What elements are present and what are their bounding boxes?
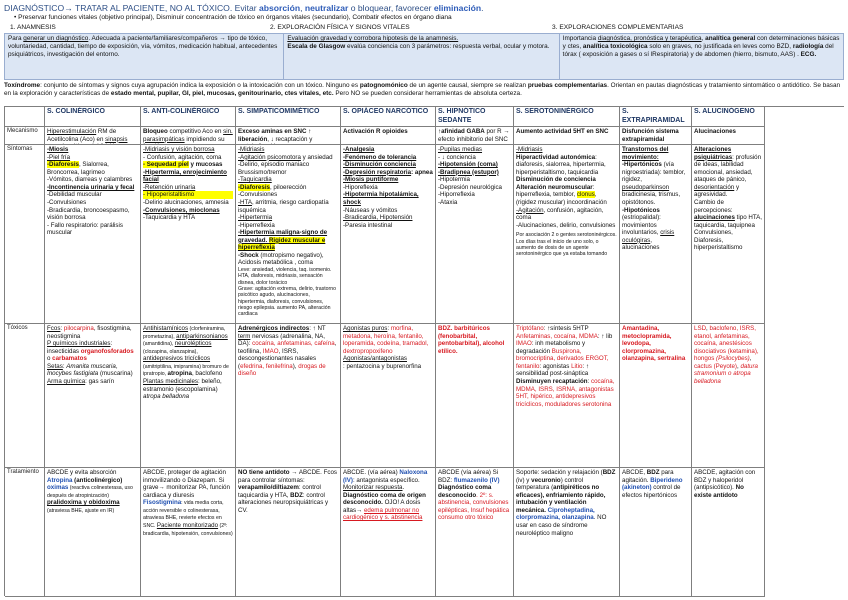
text-fragment: pruebas complementarias <box>527 82 608 89</box>
text-fragment: carbamatos <box>52 355 87 363</box>
text-fragment: clonus <box>576 191 595 199</box>
text-fragment: , confusión, agitación, coma <box>516 206 604 222</box>
text-fragment: cocaína, MDMA, ISRS, ISRNA, antagonistas 5HT, hipérico, antidepresivos tricíclicos, moduladores serotonina <box>516 377 615 408</box>
text-fragment: nerviosas (adrenalina, NA, DA): <box>238 332 326 348</box>
text-fragment: Por asociación 2 o gentes serotoninérgicos. Los días tras el inicio de uno solo, o aumento de dosis de un agente serotoninérgico que ya estaba tomando <box>516 232 617 258</box>
text-fragment: , fisostigmina, neostigmina <box>47 325 132 340</box>
text-fragment: Pero NO se pueden considerar herramientas de absoluta certeza. <box>333 90 522 98</box>
text-fragment: -Hipertermia <box>238 214 273 222</box>
trat-anticolinergico <box>141 468 236 597</box>
text-fragment: patognomónico <box>359 82 408 89</box>
text-fragment: atropina <box>167 370 192 378</box>
text-fragment: -Incontinencia urinaria y fecal <box>47 183 135 191</box>
text-fragment: diagnóstica, pronóstica y terapéutica <box>597 35 702 42</box>
text-fragment: control de efectos hipertónicos <box>622 484 681 499</box>
text-fragment: -Debilidad muscular <box>47 191 102 199</box>
mec-hipnotico <box>436 127 514 145</box>
text-fragment: edema pulmonar no cardiogénico y s. abstinencia <box>343 506 423 522</box>
text-fragment: - Sequedad piel <box>143 161 189 169</box>
text-fragment: Buspirona, bromocriptina, derivados ERGOT, fentanilo <box>516 347 609 370</box>
text-fragment: (clozapina, olanzapina), <box>143 348 198 355</box>
text-fragment: ABCDE (vía aérea) Si BDZ: <box>438 469 499 484</box>
text-fragment: -Bradipnea (estupor) <box>438 168 499 176</box>
text-fragment: -Midriasis y visión borrosa <box>143 146 215 153</box>
text-fragment: : ↑ sensibilidad post-sináptica <box>516 362 589 378</box>
text-fragment: -Convulsiones, mioclonas <box>143 206 220 214</box>
text-fragment: -Hipotónicos <box>622 206 660 214</box>
text-fragment: -Pupilas medias <box>438 146 483 153</box>
text-fragment: IMAO <box>516 340 532 348</box>
step-anamnesis: 1. ANAMNESIS <box>10 24 56 31</box>
text-fragment: , ISRS, descongestionantes nasales ( <box>238 347 317 370</box>
text-fragment: : ↑ lib <box>597 332 613 340</box>
intro-complementarias <box>560 34 843 79</box>
text-fragment: Hiperactividad autonómica <box>516 153 596 161</box>
text-fragment: verapamilo/diltiazem <box>238 484 299 492</box>
header-serotoninergico: S. SEROTONINÉRGICO <box>514 107 620 127</box>
text-fragment: BDZ <box>602 469 616 476</box>
header-anticolinergico: S. ANTI-COLINÉRGICO <box>141 107 236 127</box>
text-fragment: ) control temperatura ( <box>516 476 584 492</box>
title-neutralizar: neutralizar <box>304 3 349 13</box>
text-fragment: Ciproheptadina, clorpromazina, olanzapina <box>516 506 595 522</box>
text-fragment: Alteración neuromuscular <box>516 183 593 191</box>
text-fragment: Importancia <box>562 35 598 42</box>
text-fragment: , ↓ recaptación y <box>267 135 313 143</box>
text-fragment: Toxíndrome <box>4 82 41 89</box>
text-fragment: : diaforesis, sialorrea, hipertermia, hiperperistaltismo, taquicardia <box>516 153 606 176</box>
text-fragment: : <box>387 325 391 332</box>
text-fragment: Evaluación gravedad y corrobora hipotesis de la anamnesis. <box>287 35 459 42</box>
header-colinergico: S. COLINÉRGICO <box>45 107 141 127</box>
text-fragment: - Hipoperistaltismo <box>143 191 233 199</box>
text-fragment: (reactiva colinesterasa, uso después de atropinización) <box>47 485 133 499</box>
text-fragment: Atropina <box>47 476 73 484</box>
text-fragment: -Miosis <box>47 146 69 153</box>
text-fragment: -Náuseas y vómitos <box>343 206 398 214</box>
text-fragment: evalúa conciencia con 3 parámetros: respuesta verbal, ocular y motora. <box>345 43 550 50</box>
trat-alucinogeno <box>692 468 765 597</box>
text-fragment: antiparkinsonianos <box>176 332 228 340</box>
text-fragment: (vía nigroestriada): temblor, rigidez, <box>622 161 686 184</box>
text-fragment: -Vómitos, diarreas y calambres <box>47 176 133 184</box>
text-fragment: Biperideno (akineton) <box>622 476 683 492</box>
trat-opiaceo <box>341 468 436 597</box>
text-fragment: o <box>47 355 53 363</box>
text-fragment: drogas de diseño <box>238 362 326 378</box>
text-fragment: Cambio de percepciones: <box>694 198 733 214</box>
text-fragment: baclofeno, ISRS, etanol, anfetaminas, cocaína, anestésicos disociativos (ketamina), hongos <box>694 325 759 363</box>
text-fragment: (2º: bradicardia, hipotensión, convulsiones) <box>143 522 233 537</box>
text-fragment: -Hipotermia <box>438 176 470 184</box>
text-fragment: Alteraciones psiquiátricas <box>694 146 733 161</box>
text-fragment: Anfetaminas, cocaína, MDMA <box>516 332 598 340</box>
title-end: . <box>481 3 484 13</box>
text-fragment: : apnea <box>411 168 433 176</box>
text-fragment: organofosforados <box>80 347 134 355</box>
text-fragment: : agonistas <box>539 362 572 370</box>
text-fragment: -Midriasis <box>238 146 265 153</box>
text-fragment: -Depresión neurológica <box>438 183 502 191</box>
objectives-bullet: • Preservar funciones vitales (objetivo principal), Disminuir concentración de tóxico en órganos vitales (secundario), Combatir efectos en órgano diana <box>14 14 452 21</box>
mec-colinergico <box>45 127 141 145</box>
text-fragment: Diagnóstico coma de origen desconocido. <box>343 491 426 507</box>
text-fragment: , <box>749 355 752 363</box>
row-label-tratamiento: Tratamiento <box>5 468 45 597</box>
text-fragment: Soporte: sedación y relajación ( <box>516 469 603 476</box>
text-fragment: (iv) y <box>516 476 532 484</box>
tox-extrapiramidal: Amantadina, metoclopramida, levodopa, clorpromazina, olanzapina, sertralina <box>620 324 692 468</box>
text-fragment: -Taquicardia <box>238 176 272 184</box>
header-opiaceo: S. OPIÁCEO NARCÓTICO <box>341 107 436 127</box>
text-fragment: -Analgesia <box>343 146 375 153</box>
text-fragment: - Confusión, agitación, coma <box>143 153 222 161</box>
text-fragment: Fcos <box>47 325 61 332</box>
text-fragment: del tórax ( exposición a gases o sí lRespiratoria) y de abdomen (hierro, bismuto, AAS) . <box>562 43 834 58</box>
text-fragment: BDZ <box>646 469 660 476</box>
text-fragment: , <box>737 362 741 370</box>
text-fragment: para agitación. <box>622 469 674 484</box>
text-fragment: : <box>60 325 64 332</box>
text-fragment: oximas <box>47 484 69 492</box>
text-fragment: cocaína, anfetaminas, cafeína <box>252 340 335 348</box>
text-fragment: -Bradicardia, broncoespasmo, visión borrosa <box>47 206 130 222</box>
text-fragment: : conjunto de síntomas y signos cuya agrupación indica la exposición o la intoxicación con un tóxico. Ninguno es <box>40 82 360 89</box>
text-fragment: -Fenómeno de tolerancia <box>343 153 417 161</box>
sint-hipnotico <box>436 145 514 324</box>
text-fragment: -Hiporreflexia <box>438 191 475 199</box>
sint-alucinogeno <box>692 145 765 324</box>
text-fragment: OJO! A dosis altas→ <box>343 499 421 514</box>
text-fragment: , alucinaciones <box>622 236 660 252</box>
text-fragment: . <box>402 484 405 492</box>
text-fragment: radiología <box>792 43 824 50</box>
text-fragment: : gas sarín <box>85 377 115 385</box>
text-fragment: Amanita muscaria <box>66 362 116 370</box>
tox-serotoninergico <box>514 324 620 468</box>
text-fragment: analítica general <box>705 35 756 42</box>
text-fragment: IMAO <box>262 347 279 355</box>
text-fragment: . 2º: s. abstinencia, convulsiones epilépticas, Insuf hepática consumo otro tóxico <box>438 491 510 522</box>
text-fragment: -Depresión respiratoria <box>343 168 412 176</box>
text-fragment: : ↑ NT <box>309 325 326 332</box>
text-fragment: Diagnóstico coma desconocido <box>438 484 492 499</box>
text-fragment: Leve: ansiedad, violencia, taq. isomenio. HTA, diaforesis, midriasis, sensación disnea, dolor torácico <box>238 267 332 286</box>
text-fragment: : antagonista específico. <box>352 476 420 484</box>
text-fragment: Exceso aminas en SNC ↑ liberación <box>238 128 312 143</box>
tox-alucinogeno <box>692 324 765 468</box>
text-fragment: sinapsis <box>105 135 128 143</box>
text-fragment: -Alucinaciones, delirio, convulsiones <box>516 221 616 229</box>
text-fragment: -Shock <box>238 251 259 259</box>
header-empty <box>5 107 45 127</box>
trat-serotoninergico <box>514 468 620 597</box>
text-fragment: ABCDE, agitación con BDZ y haloperidol (antipsicótico). <box>694 469 756 492</box>
text-fragment: impidiendo su <box>186 135 225 143</box>
text-fragment: , (rigidez muscular) incoordinación <box>516 191 607 206</box>
text-fragment: : profusión de ideas, labilidad emocional, ansiedad, ataques de pánico, <box>694 153 762 184</box>
text-fragment: de un agente causal, siempre se realizan <box>407 82 528 89</box>
text-fragment: -Hipotermia hipotalámica, shock <box>343 191 419 206</box>
toxidrome-definition <box>4 82 844 99</box>
tox-opiaceo <box>341 324 436 468</box>
text-fragment: ABCDE, <box>622 469 647 476</box>
text-fragment: : insecticidas <box>47 340 113 355</box>
trat-hipnotico <box>436 468 514 597</box>
mec-opiaceo: Activación R opioides <box>341 127 436 145</box>
text-fragment: : hiperreflexia, temblor, <box>516 183 595 199</box>
page-title <box>4 3 844 13</box>
text-fragment: (motropismo negativo), Acidosis metabólica , coma <box>238 251 324 267</box>
trat-extrapiramidal <box>620 468 692 597</box>
text-fragment: sin. parasimpáticas <box>143 128 233 143</box>
text-fragment: -Convulsiones <box>47 198 87 206</box>
text-fragment: Fisostigmina <box>143 499 182 507</box>
text-fragment: Naloxona (IV) <box>343 469 428 484</box>
text-fragment: Agonistas puros <box>343 325 388 332</box>
text-fragment: -Miosis puntiforme <box>343 176 399 184</box>
text-fragment: -Piel fría <box>47 153 71 161</box>
title-mid: o bloquear, favorecer <box>348 3 434 13</box>
text-fragment: flumazenilo (IV) <box>453 476 500 484</box>
text-fragment: term <box>238 332 251 340</box>
text-fragment: Disminuyen recaptación <box>516 377 588 385</box>
text-fragment: con determinaciones básicas y ctes, <box>562 35 840 50</box>
text-fragment: -Agitación <box>516 206 544 214</box>
text-fragment: (amantidina), <box>143 341 175 348</box>
text-fragment: -Taquicardia y HTA <box>143 214 196 222</box>
text-fragment: : control taquicardia y HTA, <box>238 484 321 499</box>
text-fragment: Transtornos del movimiento: <box>622 146 669 161</box>
row-label-sintomas: Síntomas <box>5 145 45 324</box>
trat-simpaticomimetico <box>236 468 341 597</box>
intro-anamnesis <box>5 34 284 79</box>
text-fragment: vecuronio <box>531 476 561 484</box>
text-fragment: Litio <box>571 362 583 370</box>
text-fragment: crisis oculógiras <box>622 229 675 244</box>
intro-exploracion <box>284 34 559 79</box>
mec-serotoninergico: Aumento actividad 5HT en SNC <box>514 127 620 145</box>
header-extrapiramidal: S. EXTRAPIRAMIDAL <box>620 107 692 127</box>
text-fragment: : inh metabolismo y degradación <box>516 340 586 355</box>
text-fragment: ↑afinidad GABA <box>438 128 485 135</box>
text-fragment: NO tiene antídoto <box>238 469 290 476</box>
header-alucinogeno: S. ALUCINÓGENO <box>692 107 765 127</box>
sint-opiaceo <box>341 145 436 324</box>
sint-anticolinergico <box>141 145 236 324</box>
text-fragment: cactus (Peyote) <box>694 362 737 370</box>
text-fragment: -Hipertónicos <box>622 161 662 169</box>
text-fragment: , Sialorrea, Broncorrea, lagrimeo <box>47 161 109 176</box>
tox-hipnotico: BDZ. barbitúricos (fenobarbital, pentobarbital), alcohol etílico. <box>436 324 514 468</box>
tox-simpaticomimetico <box>236 324 341 468</box>
text-fragment: -Diaforesis <box>238 183 270 191</box>
text-fragment: - Fallo respiratorio: parálisis muscular <box>47 221 123 237</box>
text-fragment: , <box>706 325 710 332</box>
mec-simpaticomimetico <box>236 127 341 145</box>
text-fragment: Grave: agitación extrema, delirio, trastorno psicótico agudo, alucinaciones, hipertermia, diaforesis, convulsiones, riesgo epilepsia. aumento PA, alteración cardiaca <box>238 286 337 318</box>
sint-serotoninergico <box>514 145 620 324</box>
title-eliminacion: eliminación <box>433 3 482 13</box>
text-fragment: alucinaciones <box>694 214 735 222</box>
text-fragment: datura stramonium o atropa belladona <box>694 362 758 385</box>
text-fragment: -HTA <box>238 198 252 206</box>
text-fragment: -Convulsiones <box>238 191 278 199</box>
title-sep: , <box>300 3 305 13</box>
text-fragment: LSD <box>694 325 707 332</box>
text-fragment: -Diaforesis <box>47 161 79 169</box>
trat-colinergico <box>45 468 141 597</box>
text-fragment: . Orientan en pautas diagnósticas y tratamiento sintomático o antidótico. Se basan en la exploración y características de <box>4 82 841 98</box>
mec-alucinogeno: Alucinaciones <box>692 127 765 145</box>
text-fragment: , baclofeno <box>191 370 223 378</box>
text-fragment: -Hiperreflexia <box>238 221 275 229</box>
text-fragment: Arma química <box>47 377 86 385</box>
text-fragment: -Retención urinaria <box>143 183 196 191</box>
text-fragment: solo en graves, no justificada en leves como BZD, <box>647 43 793 50</box>
text-fragment: antidepresivos tricíclicos <box>143 355 211 363</box>
text-fragment: -Agitación psicomotora <box>238 153 301 161</box>
mec-extrapiramidal: Disfunción sistema extrapiramidal <box>620 127 692 145</box>
text-fragment: -Bradicardia, Hipotensión <box>343 214 413 222</box>
text-fragment: Antihistamínicos <box>143 325 189 332</box>
text-fragment: efedrina, fenilefrina <box>240 362 293 370</box>
text-fragment: atropa belladona <box>143 393 190 401</box>
text-fragment: : <box>62 362 67 370</box>
text-fragment: -Hiporeflexia <box>343 183 378 191</box>
text-fragment: -Ataxia <box>438 198 458 206</box>
header-simpaticomimetico: S. SIMPATICOMIMÉTICO <box>236 107 341 127</box>
text-fragment: No existe antídoto <box>694 484 744 499</box>
text-fragment: , piloerección <box>269 183 307 191</box>
text-fragment: . Adecuada a paciente/familiares/compañeros → tipo de tóxico, voluntariedad, cantidad, tiempo de exposición, vía, vómitos, medicación habitual, antecedentes psiquiátricos, investigación del entorno. <box>8 35 278 58</box>
row-label-mecanismo: Mecanismo <box>5 127 45 145</box>
text-fragment: -Delirio, episodio maniaco Brussismo/tremor <box>238 161 310 176</box>
text-fragment: ABCDE. (vía aérea) <box>343 469 400 476</box>
text-fragment: desorientación <box>694 183 735 191</box>
header-hipnotico: S. HIPNÓTICO SEDANTE <box>436 107 514 127</box>
text-fragment: . NO usar en caso de síndrome neuroléptico maligno <box>516 514 607 537</box>
text-fragment: -Hipertermia maligna-signo de gravedad. <box>238 229 328 244</box>
text-fragment: P químicos industriales <box>47 340 111 348</box>
step-exploracion: 2. EXPLORACIÓN FÍSICA Y SIGNOS VITALES <box>270 24 410 31</box>
sint-extrapiramidal <box>620 145 692 324</box>
text-fragment: analítica toxicológica <box>582 43 648 50</box>
text-fragment: tipo HTA, taquicardia, taquipnea Convulsiones, Diaforesis, hiperperistaltismo <box>694 214 762 252</box>
tox-colinergico <box>45 324 141 468</box>
text-fragment: -Hipotensión (coma) <box>438 161 498 169</box>
text-fragment: RM de Acetilcolina (Aco) en <box>47 128 117 143</box>
sint-colinergico <box>45 145 141 324</box>
text-fragment: : pentazocina y buprenorfina <box>343 362 422 370</box>
mec-anticolinergico <box>141 127 236 145</box>
text-fragment: (atraviesa BHE, ajuste en IR) <box>47 507 115 514</box>
text-fragment: pseudoparkinson <box>622 183 670 191</box>
text-fragment: por R → efecto inhibitorio del SNC <box>438 128 510 143</box>
intro-box <box>4 33 844 80</box>
text-fragment: ABCDE y evita absorción <box>47 469 117 476</box>
text-fragment: Para <box>8 35 24 42</box>
text-fragment: Monitorizar respuesta <box>343 484 403 492</box>
text-fragment: Inocybes fastigiata <box>47 370 99 378</box>
text-fragment: (estriopalidal): movimientos involuntarios, <box>622 214 661 237</box>
text-fragment: generar un diagnóstico <box>23 35 89 42</box>
text-fragment: (amitriptilina, imipramina) bromuro de ipratropio, <box>143 363 229 378</box>
text-fragment: Hiperestimulación <box>47 128 97 135</box>
text-fragment: (anticolinérgico) <box>72 476 123 484</box>
text-fragment: , <box>701 35 706 42</box>
text-fragment: (muscarina) <box>98 370 133 378</box>
text-fragment: (Psilocybes) <box>716 355 750 363</box>
text-fragment: Paciente monitorizado <box>156 521 219 529</box>
title-absorcion: absorción <box>259 3 301 13</box>
row-label-toxicos: Tóxicos <box>5 324 45 468</box>
text-fragment: : beleño, estramonio (escopolamina) <box>143 377 222 393</box>
text-fragment: Bloqueo <box>143 128 168 135</box>
text-fragment: -Midriasis <box>516 146 543 153</box>
text-fragment: pralidoxima y obidoxima <box>47 499 120 507</box>
text-fragment: : vida media corta, acción reversible o colinesterasa, atraviesa BHE, revierte efectos en SNC. <box>143 500 224 529</box>
text-fragment: -Hipertermia, enrojecimiento facial <box>143 168 227 184</box>
text-fragment: : <box>587 377 591 385</box>
text-fragment: ABCDE, proteger de agitación inmovilizando o Diazepam. Si grave→ monitorizar PA, función cardiaca y diuresis <box>143 469 230 499</box>
text-fragment: , arritmia, riesgo cardiopatía isquémica <box>238 198 329 214</box>
text-fragment: Setas <box>47 362 63 370</box>
text-fragment: -Paresia intestinal <box>343 221 393 229</box>
text-fragment: Rigidez muscular e hiperreflexia <box>238 236 326 252</box>
text-fragment: Adrenérgicos indirectos <box>238 325 310 332</box>
text-fragment: ), <box>292 362 299 370</box>
sint-simpaticomimetico <box>236 145 341 324</box>
text-fragment: Disminución de conciencia <box>516 176 596 184</box>
text-fragment: y ansiedad <box>300 153 333 161</box>
text-fragment: morfina, metadona, heroína, fentanilo, loperamida, codeína, tramadol, dextropropoxifeno <box>343 325 429 355</box>
text-fragment: neurolépticos <box>174 340 212 348</box>
steps-row <box>10 24 846 32</box>
text-fragment: estado mental, pupilar, GI, piel, mucosas, genitourinario, ctes vitales, etc. <box>110 90 334 98</box>
text-fragment: : control alteraciones neuropsiquiátricas y CV. <box>238 491 329 514</box>
text-fragment: y mucosas <box>188 161 223 169</box>
text-fragment: Agonistas/antagonistas <box>343 355 407 363</box>
text-fragment: : ↑síntesis 5HTP <box>543 325 589 332</box>
text-fragment: y agresividad. <box>694 183 740 199</box>
text-fragment: ECG. <box>800 51 817 58</box>
text-fragment: , <box>115 362 118 370</box>
text-fragment: Escala de Glasgow <box>287 43 346 50</box>
text-fragment: -Delirio alucinaciones, amnesia <box>143 198 229 206</box>
text-fragment: Triptófano <box>516 325 544 332</box>
text-fragment: , teofilina, <box>238 340 337 355</box>
text-fragment: BDZ <box>290 491 303 499</box>
text-fragment: → ABCDE. Fcos para controlar síntomas: <box>238 469 338 484</box>
text-fragment: Plantas medicinales <box>143 377 199 385</box>
text-fragment: pilocarpina <box>63 325 94 332</box>
text-fragment: competitivo Aco en <box>167 128 224 135</box>
text-fragment: -Disminución conciencia <box>343 161 416 169</box>
text-fragment: antipiréticos no eficaces <box>516 484 600 499</box>
toxidrome-table <box>4 106 844 596</box>
text-fragment: ), enfriamiento rápido, intubación y ventilación mecánica. <box>516 491 606 514</box>
text-fragment: bradicinesia, trismus, opistótonos. <box>622 191 681 206</box>
title-prefix: DIAGNÓSTICO→ TRATAR AL PACIENTE, NO AL TÓXICO. Evitar <box>4 3 259 13</box>
text-fragment: - ↓ conciencia <box>438 153 476 161</box>
step-complementarias: 3. EXPLORACIONES COMPLEMENTARIAS <box>552 24 684 31</box>
text-fragment: (clorfeniramina, prometazina), <box>143 326 226 340</box>
tox-anticolinergico <box>141 324 236 468</box>
